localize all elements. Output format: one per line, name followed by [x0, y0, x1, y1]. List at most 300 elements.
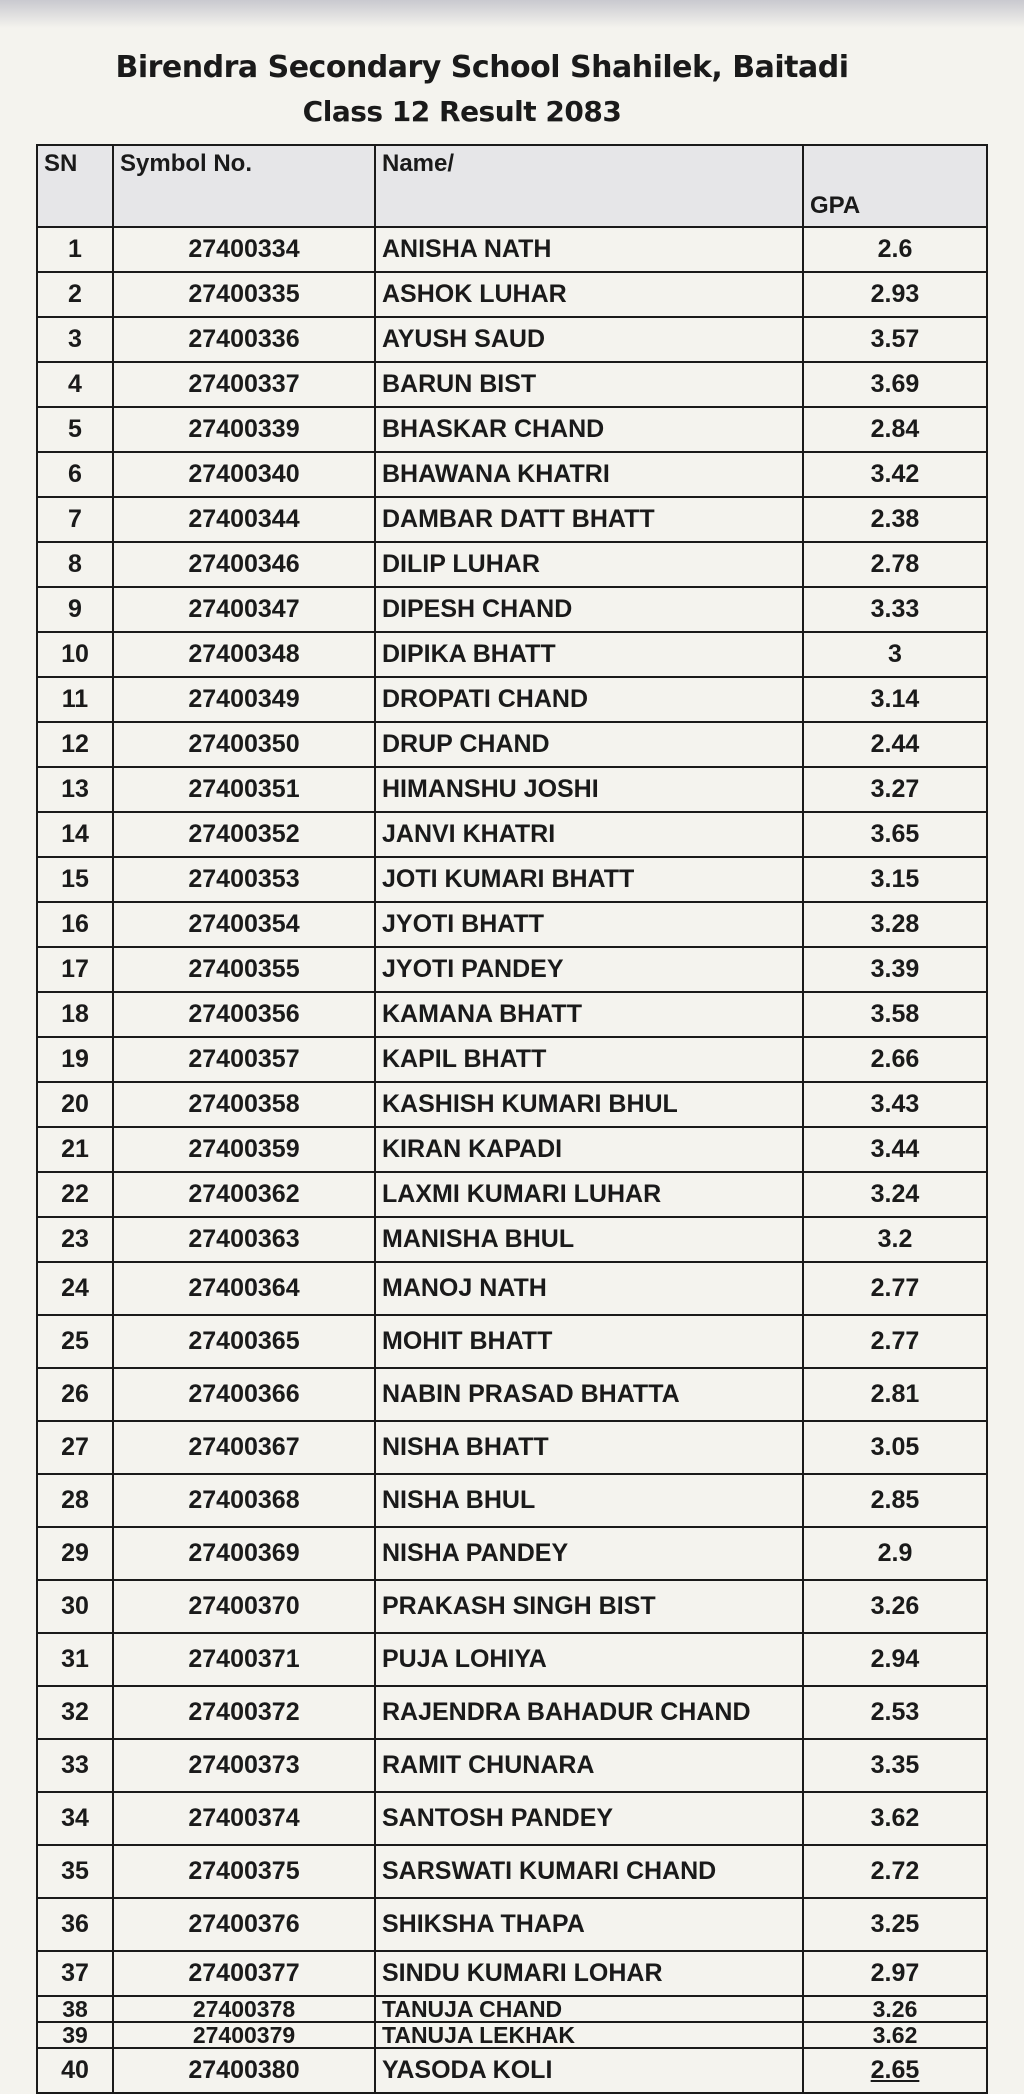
- cell-gpa-text: 2.53: [870, 1698, 920, 1726]
- cell-gpa-text: 3.42: [870, 460, 920, 488]
- table-row: [37, 1686, 987, 1739]
- cell-student-name-text: DROPATI CHAND: [382, 685, 589, 713]
- cell-sn: [37, 632, 113, 677]
- cell-student-name: [375, 362, 803, 407]
- table-row: [37, 362, 987, 407]
- cell-student-name-text: DAMBAR DATT BHATT: [382, 505, 655, 533]
- cell-gpa: [803, 1580, 987, 1633]
- cell-symbol-no-text: 27400335: [188, 280, 300, 308]
- cell-sn-text: 12: [61, 730, 89, 758]
- cell-sn: [37, 1217, 113, 1262]
- cell-gpa-text: 2.9: [877, 1539, 913, 1567]
- cell-symbol-no-text: 27400349: [188, 685, 300, 713]
- cell-symbol-no-text: 27400377: [188, 1959, 300, 1987]
- cell-symbol-no: [113, 1527, 375, 1580]
- table-row: [37, 1315, 987, 1368]
- cell-gpa: [803, 587, 987, 632]
- cell-student-name-text: MANISHA BHUL: [382, 1225, 575, 1253]
- cell-symbol-no: [113, 1082, 375, 1127]
- cell-gpa: [803, 2022, 987, 2048]
- cell-student-name: [375, 992, 803, 1037]
- cell-gpa-text: 3.14: [870, 685, 920, 713]
- cell-sn: [37, 1127, 113, 1172]
- cell-symbol-no-text: 27400350: [188, 730, 300, 758]
- cell-gpa-text: 2.94: [870, 1645, 920, 1673]
- cell-gpa-text: 3.39: [870, 955, 920, 983]
- cell-symbol-no-text: 27400347: [188, 595, 300, 623]
- cell-sn: [37, 1951, 113, 1996]
- cell-symbol-no: [113, 1792, 375, 1845]
- cell-symbol-no: [113, 902, 375, 947]
- cell-gpa: [803, 452, 987, 497]
- cell-symbol-no: [113, 1739, 375, 1792]
- cell-sn-text: 27: [61, 1433, 89, 1461]
- cell-gpa: [803, 1037, 987, 1082]
- cell-sn-text: 16: [61, 910, 89, 938]
- cell-symbol-no-text: 27400367: [188, 1433, 300, 1461]
- cell-gpa-text: 2.65: [870, 2056, 920, 2084]
- cell-student-name: [375, 1898, 803, 1951]
- cell-student-name: [375, 1421, 803, 1474]
- cell-symbol-no-text: 27400364: [188, 1274, 300, 1302]
- cell-student-name: [375, 902, 803, 947]
- cell-sn: [37, 1633, 113, 1686]
- cell-gpa-text: 2.93: [870, 280, 920, 308]
- cell-symbol-no: [113, 362, 375, 407]
- cell-symbol-no-text: 27400346: [188, 550, 300, 578]
- cell-symbol-no-text: 27400368: [188, 1486, 300, 1514]
- cell-symbol-no: [113, 1633, 375, 1686]
- cell-symbol-no-text: 27400358: [188, 1090, 300, 1118]
- cell-sn-text: 11: [61, 685, 89, 713]
- cell-gpa: [803, 1792, 987, 1845]
- cell-symbol-no: [113, 1845, 375, 1898]
- table-row: [37, 1633, 987, 1686]
- cell-student-name-text: MANOJ NATH: [382, 1274, 547, 1302]
- table-row: [37, 1792, 987, 1845]
- cell-sn: [37, 722, 113, 767]
- cell-gpa: [803, 767, 987, 812]
- cell-symbol-no-text: 27400369: [188, 1539, 300, 1567]
- cell-sn-text: 19: [61, 1045, 89, 1073]
- cell-sn-text: 17: [61, 955, 89, 983]
- cell-student-name: [375, 1474, 803, 1527]
- table-row: [37, 1951, 987, 1996]
- cell-student-name: [375, 317, 803, 362]
- cell-sn: [37, 407, 113, 452]
- cell-gpa: [803, 1898, 987, 1951]
- cell-symbol-no-text: 27400354: [188, 910, 300, 938]
- cell-gpa: [803, 1527, 987, 1580]
- cell-symbol-no-text: 27400370: [188, 1592, 300, 1620]
- cell-sn: [37, 1686, 113, 1739]
- table-row: [37, 407, 987, 452]
- cell-student-name-text: HIMANSHU JOSHI: [382, 775, 599, 803]
- cell-sn: [37, 1037, 113, 1082]
- cell-gpa: [803, 1172, 987, 1217]
- table-row: [37, 812, 987, 857]
- cell-sn: [37, 857, 113, 902]
- cell-student-name: [375, 767, 803, 812]
- cell-symbol-no-text: 27400362: [188, 1180, 300, 1208]
- cell-symbol-no-text: 27400344: [188, 505, 300, 533]
- cell-sn-text: 15: [61, 865, 89, 893]
- table-row: [37, 1368, 987, 1421]
- table-row: [37, 1262, 987, 1315]
- cell-student-name: [375, 1262, 803, 1315]
- cell-sn: [37, 272, 113, 317]
- cell-gpa: [803, 1082, 987, 1127]
- cell-sn: [37, 1421, 113, 1474]
- cell-student-name: [375, 722, 803, 767]
- cell-sn-text: 7: [68, 505, 82, 533]
- cell-gpa: [803, 1262, 987, 1315]
- cell-sn-text: 37: [61, 1959, 89, 1987]
- cell-gpa-text: 2.44: [870, 730, 920, 758]
- cell-symbol-no: [113, 1951, 375, 1996]
- cell-symbol-no-text: 27400363: [188, 1225, 300, 1253]
- cell-gpa: [803, 1421, 987, 1474]
- table-row: [37, 2048, 987, 2093]
- cell-student-name: [375, 1951, 803, 1996]
- table-row: [37, 1127, 987, 1172]
- scan-edge-shadow: [0, 0, 1024, 28]
- cell-gpa-text: 3.26: [872, 1996, 918, 2022]
- column-header-sn: SN: [37, 145, 113, 227]
- cell-student-name: [375, 1127, 803, 1172]
- cell-gpa-text: 2.77: [870, 1274, 920, 1302]
- cell-student-name: [375, 1739, 803, 1792]
- cell-symbol-no-text: 27400374: [188, 1804, 300, 1832]
- cell-student-name: [375, 1037, 803, 1082]
- cell-student-name-text: ASHOK LUHAR: [382, 280, 567, 308]
- cell-sn-text: 4: [68, 370, 82, 398]
- cell-sn-text: 30: [61, 1592, 89, 1620]
- cell-gpa-text: 3.65: [870, 820, 920, 848]
- cell-gpa: [803, 1739, 987, 1792]
- cell-sn-text: 38: [62, 1996, 88, 2022]
- cell-symbol-no: [113, 1474, 375, 1527]
- cell-student-name-text: DRUP CHAND: [382, 730, 550, 758]
- cell-sn-text: 24: [61, 1274, 89, 1302]
- cell-symbol-no: [113, 2048, 375, 2093]
- table-row: [37, 632, 987, 677]
- table-row: [37, 1580, 987, 1633]
- cell-student-name-text: SARSWATI KUMARI CHAND: [382, 1857, 717, 1885]
- cell-student-name: [375, 2022, 803, 2048]
- cell-student-name-text: KAPIL BHATT: [382, 1045, 547, 1073]
- cell-gpa: [803, 947, 987, 992]
- table-row: [37, 1217, 987, 1262]
- cell-student-name: [375, 1580, 803, 1633]
- cell-symbol-no: [113, 1580, 375, 1633]
- table-row: [37, 272, 987, 317]
- table-row: [37, 767, 987, 812]
- cell-symbol-no: [113, 857, 375, 902]
- cell-student-name: [375, 1172, 803, 1217]
- cell-student-name-text: BHASKAR CHAND: [382, 415, 605, 443]
- cell-student-name-text: AYUSH SAUD: [382, 325, 546, 353]
- table-row: [37, 587, 987, 632]
- cell-student-name-text: DILIP LUHAR: [382, 550, 540, 578]
- cell-sn: [37, 1898, 113, 1951]
- cell-sn-text: 13: [61, 775, 89, 803]
- cell-sn-text: 3: [68, 325, 82, 353]
- cell-student-name-text: RAMIT CHUNARA: [382, 1751, 595, 1779]
- cell-gpa-text: 3.28: [870, 910, 920, 938]
- cell-gpa-text: 3.27: [870, 775, 920, 803]
- cell-sn-text: 36: [61, 1910, 89, 1938]
- cell-sn: [37, 1474, 113, 1527]
- cell-student-name-text: KAMANA BHATT: [382, 1000, 582, 1028]
- table-row: [37, 1996, 987, 2022]
- cell-student-name: [375, 812, 803, 857]
- cell-gpa: [803, 722, 987, 767]
- cell-gpa-text: 3.05: [870, 1433, 920, 1461]
- cell-symbol-no: [113, 992, 375, 1037]
- cell-sn-text: 14: [61, 820, 89, 848]
- cell-sn: [37, 587, 113, 632]
- table-row: [37, 1898, 987, 1951]
- cell-sn-text: 18: [61, 1000, 89, 1028]
- cell-symbol-no: [113, 1217, 375, 1262]
- cell-sn-text: 20: [61, 1090, 89, 1118]
- cell-sn: [37, 452, 113, 497]
- cell-gpa-text: 2.97: [870, 1959, 920, 1987]
- cell-student-name: [375, 857, 803, 902]
- cell-sn-text: 40: [61, 2056, 89, 2084]
- table-row: [37, 227, 987, 272]
- cell-sn: [37, 1845, 113, 1898]
- cell-student-name: [375, 677, 803, 722]
- cell-student-name: [375, 947, 803, 992]
- cell-gpa-text: 3.44: [870, 1135, 920, 1163]
- cell-student-name: [375, 587, 803, 632]
- table-row: [37, 1172, 987, 1217]
- cell-student-name-text: YASODA KOLI: [382, 2056, 553, 2084]
- cell-gpa-text: 2.6: [877, 235, 913, 263]
- column-header-gpa: GPA: [803, 145, 987, 227]
- cell-symbol-no: [113, 1315, 375, 1368]
- cell-gpa-text: 3.25: [870, 1910, 920, 1938]
- cell-sn-text: 8: [68, 550, 82, 578]
- cell-student-name-text: SANTOSH PANDEY: [382, 1804, 614, 1832]
- cell-symbol-no-text: 27400355: [188, 955, 300, 983]
- cell-gpa-text: 2.78: [870, 550, 920, 578]
- table-row: [37, 677, 987, 722]
- cell-student-name-text: PRAKASH SINGH BIST: [382, 1592, 656, 1620]
- cell-symbol-no-text: 27400379: [192, 2022, 296, 2048]
- cell-gpa: [803, 857, 987, 902]
- cell-student-name: [375, 1996, 803, 2022]
- cell-student-name-text: DIPIKA BHATT: [382, 640, 556, 668]
- cell-gpa: [803, 407, 987, 452]
- cell-gpa: [803, 812, 987, 857]
- cell-gpa: [803, 1686, 987, 1739]
- cell-symbol-no: [113, 1262, 375, 1315]
- cell-sn-text: 26: [61, 1380, 89, 1408]
- cell-student-name-text: SINDU KUMARI LOHAR: [382, 1959, 663, 1987]
- cell-student-name-text: BARUN BIST: [382, 370, 537, 398]
- cell-sn-text: 23: [61, 1225, 89, 1253]
- cell-student-name: [375, 542, 803, 587]
- cell-gpa: [803, 2048, 987, 2093]
- cell-symbol-no-text: 27400356: [188, 1000, 300, 1028]
- cell-student-name-text: PUJA LOHIYA: [382, 1645, 547, 1673]
- results-table: [36, 144, 988, 2094]
- cell-student-name: [375, 497, 803, 542]
- cell-gpa-text: 3.43: [870, 1090, 920, 1118]
- cell-student-name-text: JYOTI PANDEY: [382, 955, 564, 983]
- cell-symbol-no-text: 27400340: [188, 460, 300, 488]
- cell-sn: [37, 1527, 113, 1580]
- cell-sn: [37, 812, 113, 857]
- cell-symbol-no-text: 27400373: [188, 1751, 300, 1779]
- cell-gpa: [803, 227, 987, 272]
- cell-symbol-no: [113, 632, 375, 677]
- cell-student-name-text: NISHA BHUL: [382, 1486, 536, 1514]
- cell-symbol-no: [113, 452, 375, 497]
- cell-symbol-no: [113, 1127, 375, 1172]
- table-row: [37, 1739, 987, 1792]
- cell-symbol-no: [113, 1686, 375, 1739]
- cell-symbol-no: [113, 407, 375, 452]
- cell-sn: [37, 2048, 113, 2093]
- cell-symbol-no: [113, 677, 375, 722]
- column-header-name: Name/: [375, 145, 803, 227]
- cell-student-name: [375, 1792, 803, 1845]
- cell-student-name-text: MOHIT BHATT: [382, 1327, 553, 1355]
- cell-symbol-no: [113, 767, 375, 812]
- cell-sn-text: 29: [61, 1539, 89, 1567]
- cell-sn: [37, 992, 113, 1037]
- cell-gpa: [803, 1996, 987, 2022]
- cell-student-name-text: ANISHA NATH: [382, 235, 552, 263]
- cell-student-name: [375, 632, 803, 677]
- cell-symbol-no-text: 27400351: [188, 775, 300, 803]
- cell-student-name-text: LAXMI KUMARI LUHAR: [382, 1180, 662, 1208]
- cell-symbol-no: [113, 1172, 375, 1217]
- table-row: [37, 902, 987, 947]
- cell-gpa: [803, 1633, 987, 1686]
- cell-student-name: [375, 1082, 803, 1127]
- cell-student-name: [375, 452, 803, 497]
- table-row: [37, 722, 987, 767]
- cell-gpa-text: 3.24: [870, 1180, 920, 1208]
- cell-sn-text: 5: [68, 415, 82, 443]
- cell-symbol-no-text: 27400376: [188, 1910, 300, 1938]
- cell-sn: [37, 1996, 113, 2022]
- cell-gpa: [803, 1315, 987, 1368]
- cell-gpa: [803, 542, 987, 587]
- cell-student-name-text: KASHISH KUMARI BHUL: [382, 1090, 678, 1118]
- cell-sn-text: 35: [61, 1857, 89, 1885]
- column-header-symbol: Symbol No.: [113, 145, 375, 227]
- cell-student-name-text: JANVI KHATRI: [382, 820, 556, 848]
- cell-sn: [37, 677, 113, 722]
- table-row: [37, 542, 987, 587]
- cell-gpa-text: 2.66: [870, 1045, 920, 1073]
- cell-gpa-text: 2.38: [870, 505, 920, 533]
- cell-gpa-text: 2.72: [870, 1857, 920, 1885]
- cell-symbol-no-text: 27400378: [192, 1996, 296, 2022]
- cell-student-name-text: NISHA BHATT: [382, 1433, 549, 1461]
- cell-gpa-text: 3.58: [870, 1000, 920, 1028]
- cell-gpa-text: 3.2: [877, 1225, 913, 1253]
- table-row: [37, 992, 987, 1037]
- cell-sn-text: 33: [61, 1751, 89, 1779]
- cell-gpa: [803, 1951, 987, 1996]
- cell-sn: [37, 1262, 113, 1315]
- cell-symbol-no: [113, 2022, 375, 2048]
- cell-gpa: [803, 1368, 987, 1421]
- cell-symbol-no-text: 27400365: [188, 1327, 300, 1355]
- cell-symbol-no-text: 27400357: [188, 1045, 300, 1073]
- cell-student-name-text: NABIN PRASAD BHATTA: [382, 1380, 680, 1408]
- cell-symbol-no: [113, 722, 375, 767]
- cell-gpa: [803, 1845, 987, 1898]
- cell-sn-text: 9: [68, 595, 82, 623]
- cell-sn: [37, 497, 113, 542]
- cell-symbol-no: [113, 497, 375, 542]
- cell-symbol-no-text: 27400337: [188, 370, 300, 398]
- cell-gpa: [803, 362, 987, 407]
- cell-symbol-no: [113, 1996, 375, 2022]
- table-row: [37, 857, 987, 902]
- cell-gpa-text: 3.62: [872, 2022, 918, 2048]
- cell-sn: [37, 947, 113, 992]
- cell-gpa: [803, 1127, 987, 1172]
- cell-sn: [37, 767, 113, 812]
- cell-gpa: [803, 272, 987, 317]
- document-header: [0, 50, 1024, 128]
- cell-student-name: [375, 272, 803, 317]
- cell-sn-text: 21: [61, 1135, 89, 1163]
- table-row: [37, 1082, 987, 1127]
- cell-symbol-no-text: 27400380: [188, 2056, 300, 2084]
- cell-gpa-text: 3: [888, 640, 902, 668]
- table-row: [37, 1527, 987, 1580]
- cell-gpa-text: 2.81: [870, 1380, 920, 1408]
- cell-symbol-no-text: 27400359: [188, 1135, 300, 1163]
- cell-symbol-no: [113, 227, 375, 272]
- cell-student-name: [375, 1315, 803, 1368]
- cell-sn-text: 1: [68, 235, 82, 263]
- cell-symbol-no-text: 27400372: [188, 1698, 300, 1726]
- cell-gpa-text: 3.15: [870, 865, 920, 893]
- cell-sn: [37, 2022, 113, 2048]
- table-row: [37, 947, 987, 992]
- cell-symbol-no: [113, 1037, 375, 1082]
- cell-gpa-text: 2.77: [870, 1327, 920, 1355]
- cell-gpa-text: 3.26: [870, 1592, 920, 1620]
- cell-symbol-no: [113, 272, 375, 317]
- cell-student-name: [375, 1686, 803, 1739]
- cell-student-name-text: TANUJA LEKHAK: [382, 2022, 575, 2048]
- cell-gpa: [803, 632, 987, 677]
- results-table-body: [37, 227, 987, 2093]
- cell-student-name-text: TANUJA CHAND: [382, 1996, 563, 2022]
- cell-gpa-text: 2.84: [870, 415, 920, 443]
- cell-sn-text: 25: [61, 1327, 89, 1355]
- cell-symbol-no: [113, 1368, 375, 1421]
- cell-student-name-text: NISHA PANDEY: [382, 1539, 569, 1567]
- cell-student-name: [375, 1633, 803, 1686]
- cell-symbol-no-text: 27400334: [188, 235, 300, 263]
- table-row: [37, 452, 987, 497]
- cell-sn-text: 28: [61, 1486, 89, 1514]
- table-row: [37, 1845, 987, 1898]
